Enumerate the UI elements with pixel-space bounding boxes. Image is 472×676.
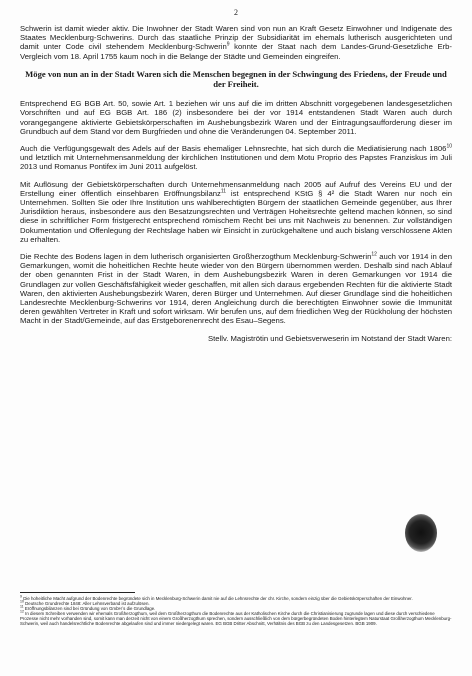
footnote-text: In diesem Schreiben verwenden wir ehemals Großherzogthum, weil dem Großherzogthum die Bodenrechte aus der Katholischen Kirche durch die Christianisierung zugrunde lagen und diese durch verschiedene Prozesse nicht mehr vorhanden sind, somit kann man derzeit nicht von einem Großherzogthum sprechen, sondern ausschließlich von dem bürgerbegründeten Boden hinterlegtem Naturstaat Großherzogthum Mecklenburg-Schwerin, weil auch handelsrechtliche Bodenrechte abgelaufen sind und immer niedergelegt waren. EG BGB Dritter Abschnitt, Verhältnis des BGB zu den Landesgesetzen. BGB 1909. (20, 611, 452, 627)
paragraph-text: Mit Auflösung der Gebietskörperschaften durch Unternehmensanmeldung nach 2005 auf Aufruf des Vereins EU und der Erstellung einer öffentlich einsehbaren Eröffnungsbilanz (20, 179, 452, 198)
paragraph-dissolution (20, 180, 452, 244)
document-body (20, 24, 452, 343)
footnote-ref: 10 (446, 143, 452, 150)
paragraph-text: ist entsprechend KStG § 4² die Stadt Waren nur noch ein Unternehmen. Sollten Sie oder Ihre Institution uns wahlberechtigten Bürgern der staatlichen Gemeinde gegenüber, aus Ihrer Jurisdiktion heraus, insbesondere aus den Besatzungsrechten und Verträgen Hoheitsrechte geltend machen können, so sind diese in schriftlicher Form fristgerecht entsprechend römischem Recht bei uns mit Nachweis zu benennen. Zur vollständigen Dokumentation und Offenlegung der Rechtslage haben wir Einsicht in zurückgehaltene und auch bislang verschlossene Akten zu erhalten. (20, 188, 452, 244)
footnote-text: Eröffnungsbilanzen sind bei Gründung von GmbH´s die Grundlage. (24, 606, 156, 612)
footnote-ref: 9 (226, 41, 230, 48)
footnote-text: Deutsche Grundrechte 1848: Aller Lehnsverband ist aufzulösen. (25, 601, 150, 607)
footnote-number: 10 (20, 599, 24, 604)
signature-line: Stellv. Magiströtin und Gebietsverweserin im Notstand der Stadt Waren: (208, 333, 452, 343)
paragraph-text: Schwerin ist damit wieder aktiv. Die Inwohner der Stadt Waren sind von nun an Kraft Gesetz Einwohner und Indigenate des Staates Mecklenburg-Schwerins. Durch das staatliche Prinzip der Subsidiarität im ehemals lutherisch ausgerichteten und damit unter Code civil stehendem Mecklenburg-Schwerin (20, 24, 452, 52)
footnote-ref: 12 (371, 251, 377, 258)
paragraph-text: Auch die Verfügungsgewalt des Adels auf der Basis ehemaliger Lehnsrechte, hat sich durch die Mediatisierung nach 1806 (20, 144, 447, 154)
paragraph-text: Die Rechte des Bodens lagen in dem lutherisch organisierten Großherzogthum Mecklenburg-Schwerin (20, 252, 372, 262)
paragraph-nobility (20, 144, 452, 172)
paragraph-legal-basis: Entsprechend EG BGB Art. 50, sowie Art. 1 beziehen wir uns auf die im dritten Abschnitt vorgegebenen landesgesetzlichen Vorschriften und auf EG BGB Art. 186 (2) insbesondere bei der vor 1914 entstandenen Stadt Waren auch durch vorangegangene aktivierte Gebietskörperschaften im Aushebungsbezirk Waren und der Eintragungsaufforderung dieser im Grundbuch auf dem Stand vor dem Burgfrieden und ohne die Veränderungen 04. September 2011. (20, 99, 452, 136)
footnote-number: 9 (20, 594, 22, 599)
seal-stamp (405, 514, 437, 552)
footnote-item (20, 611, 452, 626)
paragraph-text: und letztlich mit Unternehmensanmeldung der kirchlichen Institutionen und dem Motu Proprio des Papstes Franziskus im Juli 2013 und Romanus Pontifex im Juni 2011 aufgelöst. (20, 153, 452, 172)
paragraph-text: konnte der Staat nach dem Landes-Grund-Gesetzliche Erb-Vergleich vom 18. April 1755 kaum noch in die Belange der Städte und Gemeinden eingreifen. (20, 42, 452, 61)
footnote-number: 12 (20, 609, 24, 614)
footnote-ref: 11 (220, 188, 227, 195)
paragraph-text: auch vor 1914 in den Gemarkungen, womit die hoheitlichen Rechte heute wieder von den Bürgern übernommen werden. Deshalb sind nach Ablauf der oben genannten Frist in der Stadt Waren, in dem Aushebungsbezirk Waren in deren Gemarkungen vor 1914 die Grundlagen zur vollen Geschäftsfähigkeit wieder geschaffen, mit allen sich daraus ergebenden Rechten für die aktivierte Stadt Waren, den aktivierten Aushebungsbezirk Waren, deren Bürger und Unternehmen. Auf dieser Grundlage sind die hoheitlichen Landesrechte Mecklenburg-Schwerins vor 1914, deren Angleichung durch die berechtigten Einwohner sowie die Immunität deren gewählten Vertreter in Kraft und sofort wirksam. Wir berufen uns, auf dem friedlichen Weg der Rückholung der höchsten Macht in der Stadt/Gemeinde, auf das Erstgeborenenrecht des Esau–Segens. (20, 252, 452, 326)
paragraph-land-rights (20, 252, 452, 326)
footnote-divider (20, 592, 135, 593)
motto-heading: Möge von nun an in der Stadt Waren sich die Menschen begegnen in der Schwingung des Friedens, der Freude und der Freiheit. (25, 68, 447, 90)
footnote-text: Die hoheitliche Macht aufgrund der Bodenrechte begründete sich in Mecklenburg-Schwerin damit nie auf die Lehnsrechte der chr. Kirche, sondern einzig über die Gebietskörperschaften der Einwohner. (23, 596, 413, 601)
footnotes (20, 596, 452, 627)
footnote-number: 11 (20, 604, 24, 609)
page-number: 2 (234, 8, 238, 17)
paragraph-intro (20, 24, 452, 61)
